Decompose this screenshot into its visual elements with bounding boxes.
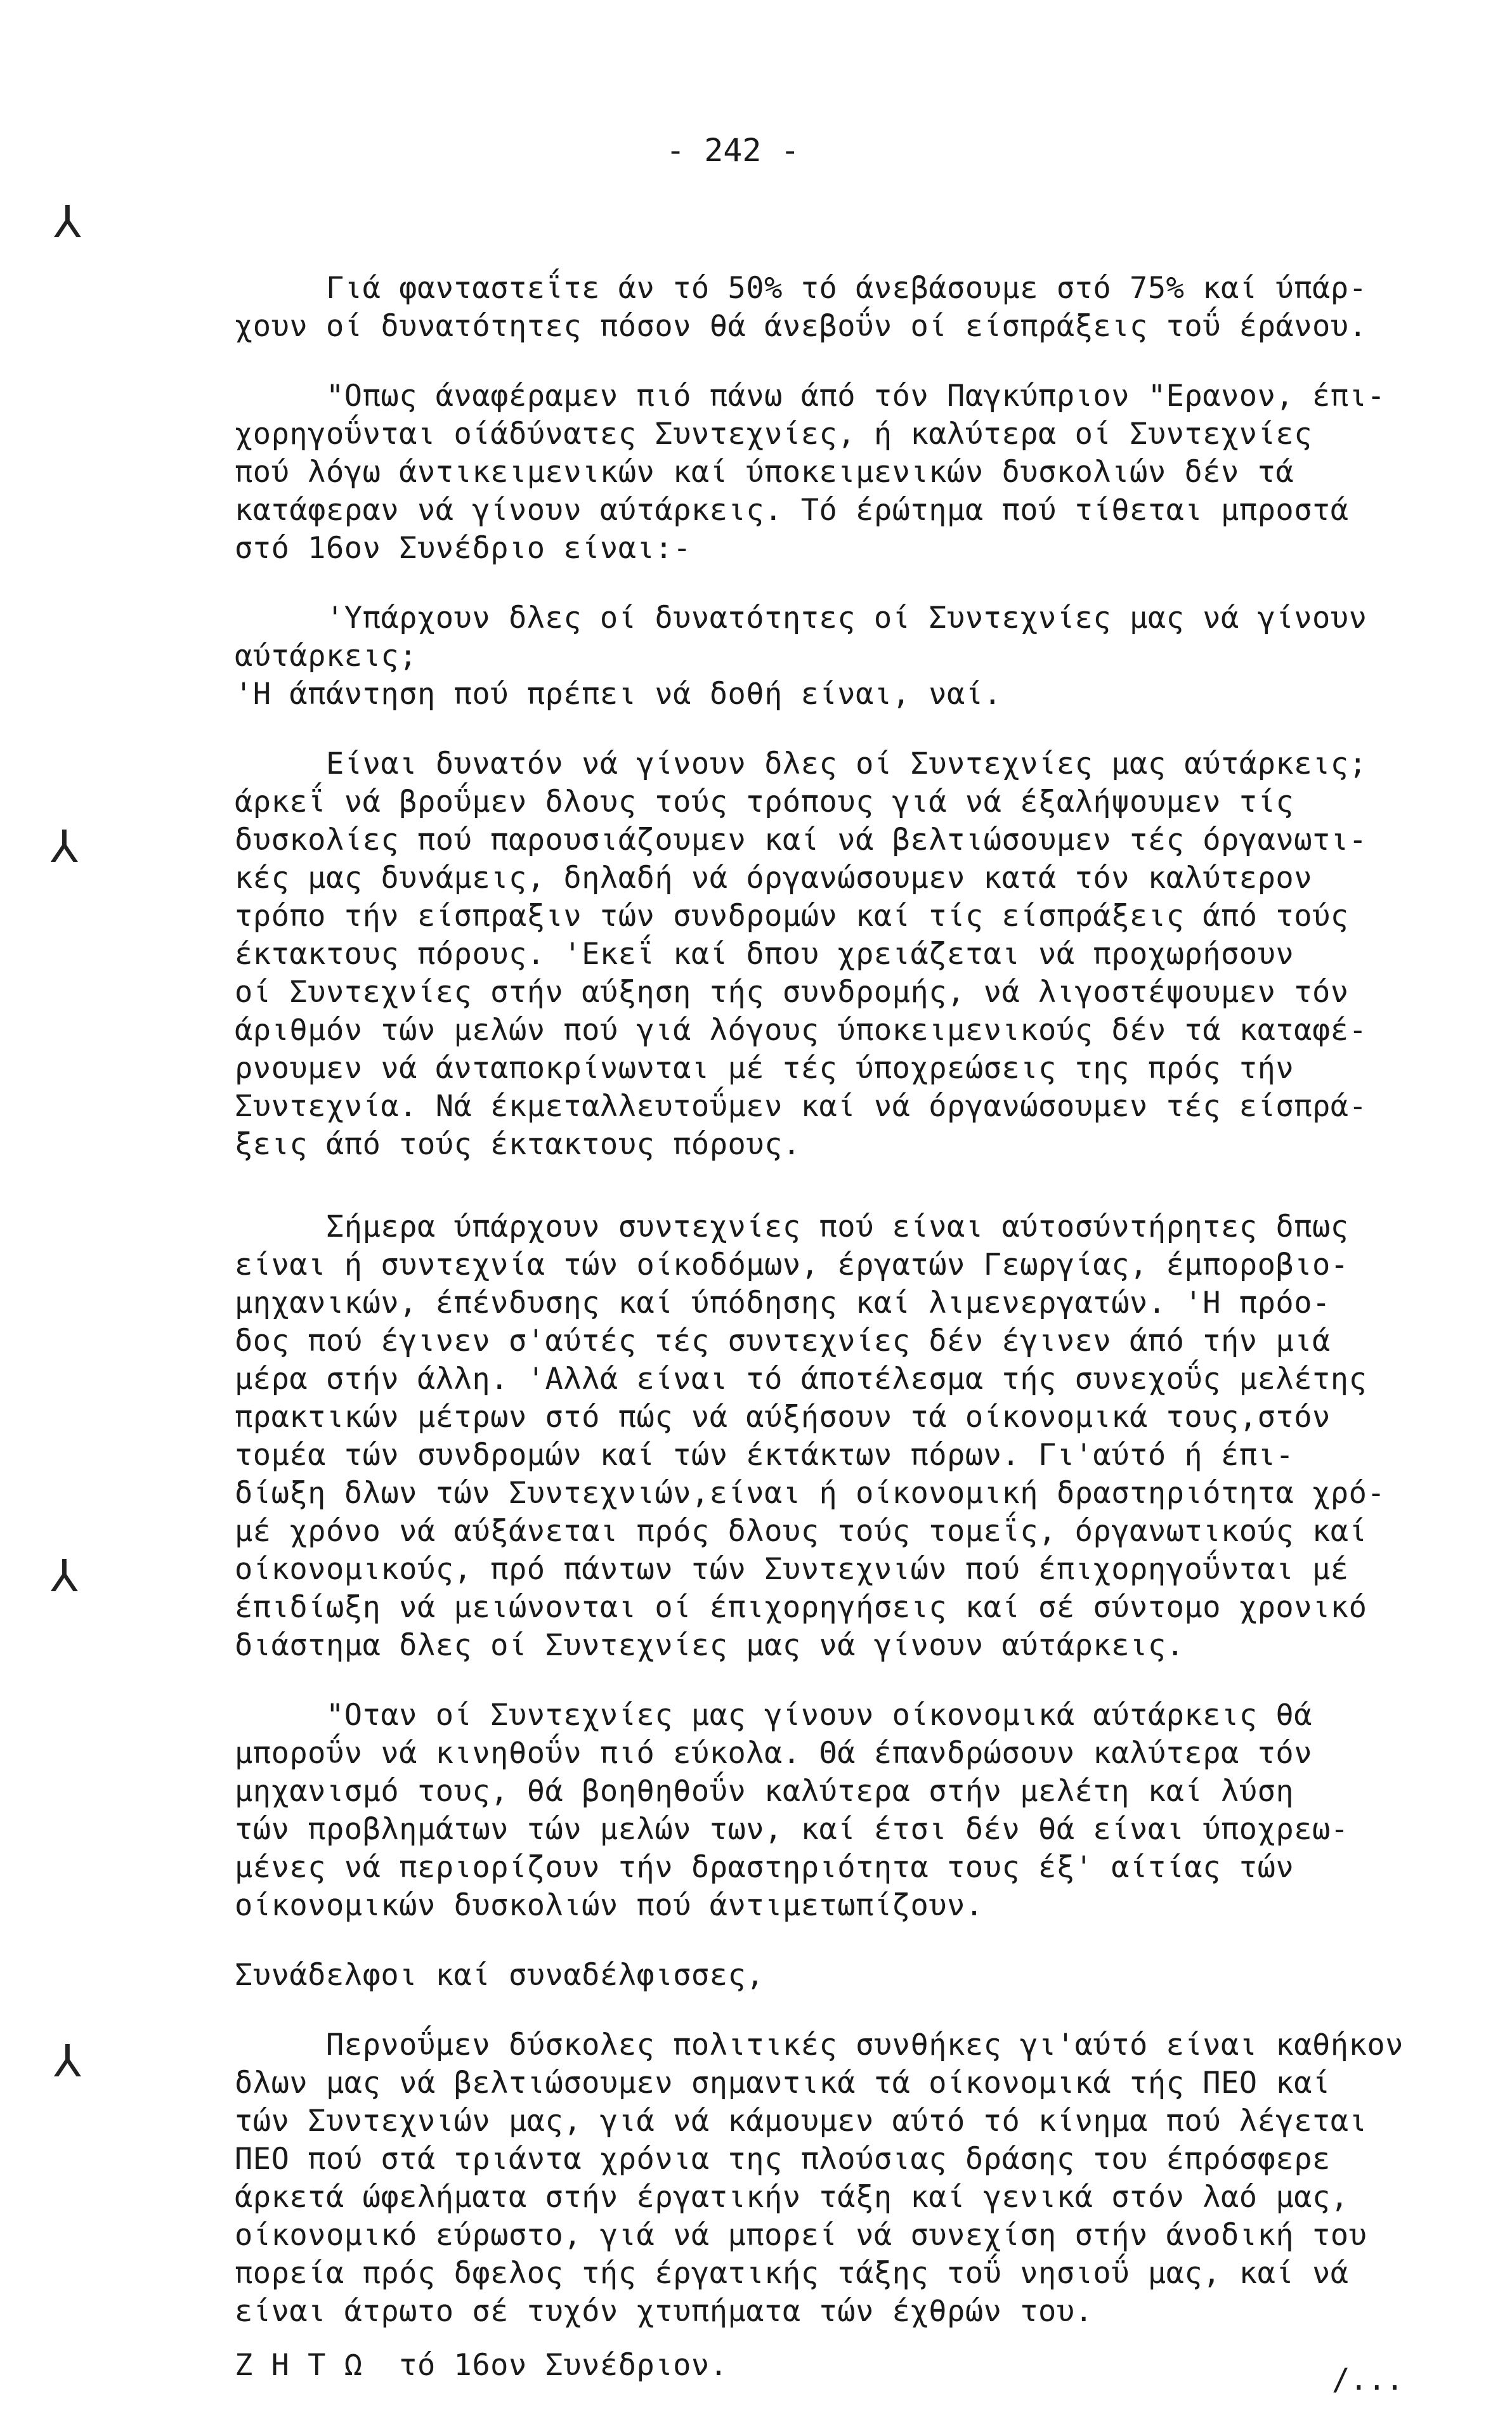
- text-line: Σήμερα ύπάρχουν συντεχνίες πού είναι αύτοσύντήρητες δπως: [235, 1209, 1349, 1244]
- text-line: οίκονομικών δυσκολιών πού άντιμετωπίζουν.: [235, 1888, 984, 1923]
- text-line: είναι ή συντεχνία τών οίκοδόμων, έργατών Γεωργίας, έμποροβιο-: [235, 1247, 1349, 1282]
- text-line: τών Συντεχνιών μας, γιά νά κάμουμεν αύτό τό κίνημα πού λέγεται: [235, 2104, 1367, 2139]
- text-line: Ζ Η Τ Ω τό 16ον Συνέδριον.: [235, 2348, 728, 2383]
- text-line: έπιδίωξη νά μειώνονται οί έπιχορηγήσεις καί σέ σύντομο χρονικό: [235, 1590, 1367, 1625]
- text-line: μέρα στήν άλλη. 'Αλλά είναι τό άποτέλεσμα τής συνεχοΰς μελέτης: [235, 1362, 1367, 1397]
- text-line: μηχανισμό τους, θά βοηθηθοΰν καλύτερα στήν μελέτη καί λύση: [235, 1774, 1294, 1809]
- text-line: οίκονομικούς, πρό πάντων τών Συντεχνιών πού έπιχορηγοΰνται μέ: [235, 1552, 1349, 1587]
- text-line: δος πού έγινεν σ'αύτές τές συντεχνίες δέν έγινεν άπό τήν μιά: [235, 1324, 1331, 1358]
- text-line: τών προβλημάτων τών μελών των, καί έτσι δέν θά είναι ύποχρεω-: [235, 1812, 1349, 1847]
- text-line: μένες νά περιορίζουν τήν δραστηριότητα τους έξ' αίτίας τών: [235, 1850, 1294, 1885]
- text-line: τρόπο τήν είσπραξιν τών συνδρομών καί τίς είσπράξεις άπό τούς: [235, 899, 1349, 934]
- text-line: Είναι δυνατόν νά γίνουν δλες οί Συντεχνίες μας αύτάρκεις;: [235, 746, 1367, 781]
- text-line: 'Υπάρχουν δλες οί δυνατότητες οί Συντεχνίες μας νά γίνουν: [235, 601, 1367, 635]
- continuation-mark: /...: [1332, 2362, 1404, 2397]
- text-line: Γιά φανταστεΐτε άν τό 50% τό άνεβάσουμε στό 75% καί ύπάρ-: [235, 271, 1367, 306]
- text-line: τομέα τών συνδρομών καί τών έκτάκτων πόρων. Γι'αύτό ή έπι-: [235, 1438, 1294, 1473]
- text-line: διάστημα δλες οί Συντεχνίες μας νά γίνουν αύτάρκεις.: [235, 1628, 1185, 1663]
- text-line: μηχανικών, έπένδυσης καί ύπόδησης καί λιμενεργατών. 'Η πρόο-: [235, 1286, 1331, 1320]
- text-line: αύτάρκεις;: [235, 639, 417, 674]
- text-line: δυσκολίες πού παρουσιάζουμεν καί νά βελτιώσουμεν τές όργανωτι-: [235, 823, 1367, 857]
- text-line: Συντεχνία. Νά έκμεταλλευτοΰμεν καί νά όργανώσουμεν τές είσπρά-: [235, 1089, 1367, 1124]
- text-line: κατάφεραν νά γίνουν αύτάρκεις. Τό έρώτημα πού τίθεται μπροστά: [235, 493, 1349, 528]
- text-line: ρνουμεν νά άνταποκρίνωνται μέ τές ύποχρεώσεις της πρός τήν: [235, 1051, 1294, 1086]
- text-line: στό 16ον Συνέδριο είναι:-: [235, 531, 691, 566]
- margin-mark: ⅄: [51, 1550, 78, 1602]
- text-line: δίωξη δλων τών Συντεχνιών,είναι ή οίκονομική δραστηριότητα χρό-: [235, 1476, 1386, 1511]
- text-line: πορεία πρός δφελος τής έργατικής τάξης τοΰ νησιοΰ μας, καί νά: [235, 2256, 1349, 2291]
- text-line: άρκετά ώφελήματα στήν έργατικήν τάξη καί γενικά στόν λαό μας,: [235, 2180, 1349, 2215]
- text-line: οίκονομικό εύρωστο, γιά νά μπορεί νά συνεχίση στήν άνοδική του: [235, 2218, 1367, 2253]
- text-line: μέ χρόνο νά αύξάνεται πρός δλους τούς τομεΐς, όργανωτικούς καί: [235, 1514, 1367, 1549]
- page-number: - 242 -: [666, 132, 800, 169]
- text-line: άριθμόν τών μελών πού γιά λόγους ύποκειμενικούς δέν τά καταφέ-: [235, 1013, 1367, 1048]
- text-line: χορηγοΰνται οίάδύνατες Συντεχνίες, ή καλύτερα οί Συντεχνίες: [235, 417, 1312, 452]
- text-line: χουν οί δυνατότητες πόσον θά άνεβοΰν οί είσπράξεις τοΰ έράνου.: [235, 309, 1367, 344]
- margin-mark: ⅄: [51, 821, 78, 873]
- margin-mark: ⅄: [54, 2035, 81, 2087]
- text-line: "Οπως άναφέραμεν πιό πάνω άπό τόν Παγκύπριον "Ερανον, έπι-: [235, 379, 1386, 414]
- text-line: 'Η άπάντηση πού πρέπει νά δοθή είναι, ναί.: [235, 677, 1002, 712]
- text-line: είναι άτρωτο σέ τυχόν χτυπήματα τών έχθρών του.: [235, 2294, 1093, 2329]
- text-line: οί Συντεχνίες στήν αύξηση τής συνδρομής, νά λιγοστέψουμεν τόν: [235, 975, 1349, 1010]
- text-line: Περνοΰμεν δύσκολες πολιτικές συνθήκες γι'αύτό είναι καθήκον: [235, 2028, 1404, 2062]
- text-line: πού λόγω άντικειμενικών καί ύποκειμενικών δυσκολιών δέν τά: [235, 455, 1294, 490]
- margin-mark: ⅄: [54, 196, 81, 248]
- text-line: άρκεΐ νά βροΰμεν δλους τούς τρόπους γιά νά έξαλήψουμεν τίς: [235, 785, 1294, 819]
- text-line: Συνάδελφοι καί συναδέλφισσες,: [235, 1958, 765, 1993]
- text-line: πρακτικών μέτρων στό πώς νά αύξήσουν τά οίκονομικά τους,στόν: [235, 1400, 1331, 1435]
- text-line: ΠΕΟ πού στά τριάντα χρόνια της πλούσιας δράσης του έπρόσφερε: [235, 2142, 1331, 2177]
- text-line: "Οταν οί Συντεχνίες μας γίνουν οίκονομικά αύτάρκεις θά: [235, 1698, 1312, 1733]
- text-line: έκτακτους πόρους. 'Εκεΐ καί δπου χρειάζεται νά προχωρήσουν: [235, 937, 1294, 972]
- text-line: κές μας δυνάμεις, δηλαδή νά όργανώσουμεν κατά τόν καλύτερον: [235, 861, 1312, 895]
- text-line: δλων μας νά βελτιώσουμεν σημαντικά τά οίκονομικά τής ΠΕΟ καί: [235, 2066, 1331, 2100]
- text-line: ξεις άπό τούς έκτακτους πόρους.: [235, 1127, 801, 1162]
- text-line: μποροΰν νά κινηθοΰν πιό εύκολα. Θά έπανδρώσουν καλύτερα τόν: [235, 1736, 1312, 1771]
